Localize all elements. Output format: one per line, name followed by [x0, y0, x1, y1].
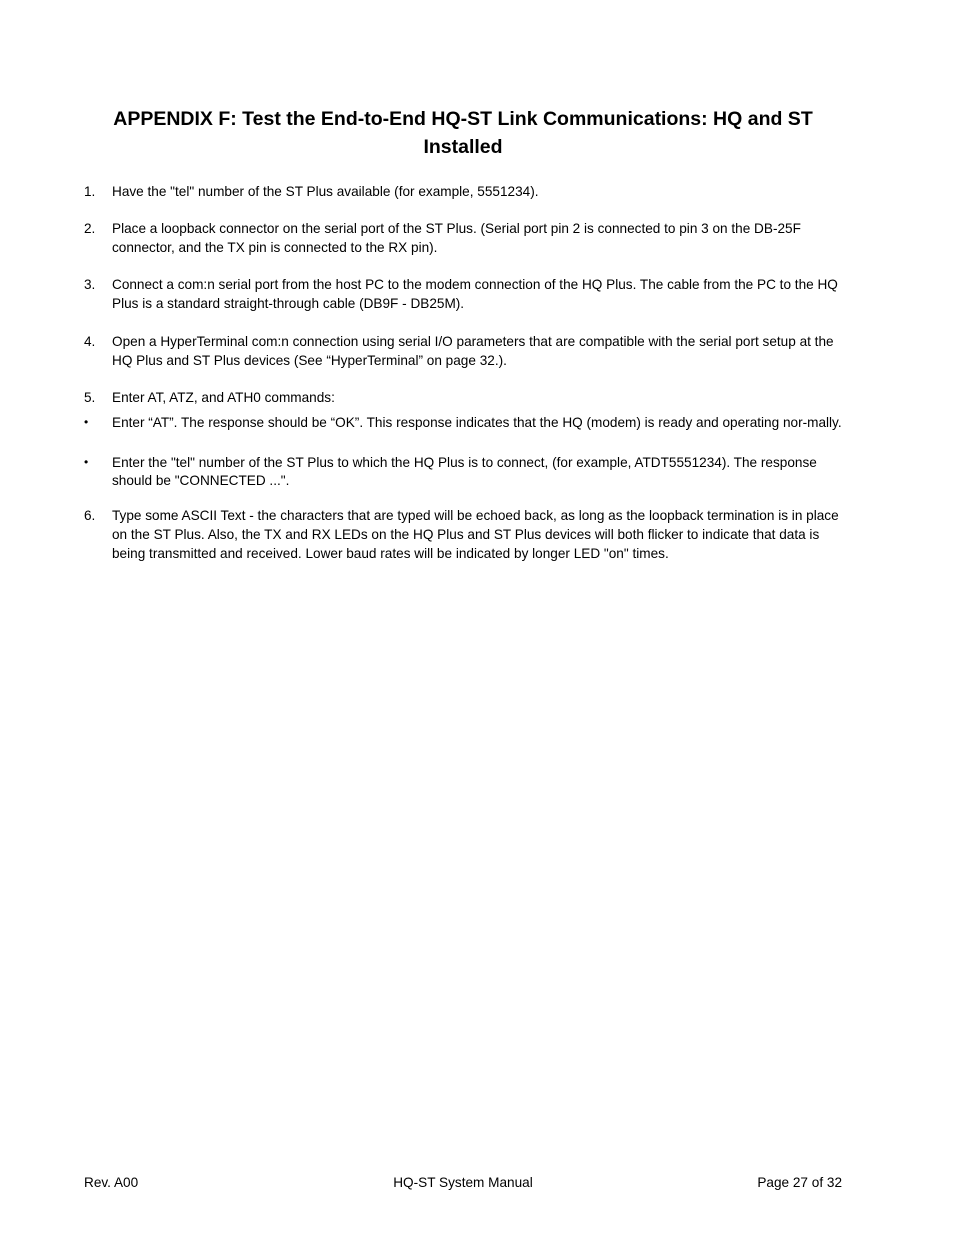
step-item-4 — [84, 332, 842, 370]
bullet-item-2 — [84, 454, 842, 489]
step-text: Place a loopback connector on the serial port of the ST Plus. (Serial port pin 2 is connected to pin 3 on the DB-25F connector, and the TX pin is connected to the RX pin). — [112, 221, 801, 255]
step-text: Enter AT, ATZ, and ATH0 commands: — [112, 390, 335, 405]
step-number: 1. — [84, 184, 96, 199]
step-number: 3. — [84, 277, 96, 292]
step-number: 2. — [84, 221, 96, 236]
step-text: Connect a com:n serial port from the host PC to the modem connection of the HQ Plus. The cable from the PC to the HQ Plus is a standard straight-through cable (DB9F - DB25M). — [112, 277, 838, 311]
step-text: Open a HyperTerminal com:n connection using serial I/O parameters that are compatible with the serial port setup at the HQ Plus and ST Plus devices (See “HyperTerminal” on page 32.). — [112, 334, 834, 368]
step-number: 4. — [84, 334, 96, 349]
step-text: Have the "tel" number of the ST Plus available (for example, 5551234). — [112, 184, 539, 199]
bullet-marker: • — [84, 415, 89, 429]
step-number: 6. — [84, 508, 96, 523]
bullet-item-1 — [84, 414, 842, 432]
step-text: Type some ASCII Text - the characters that are typed will be echoed back, as long as the loopback termination is in place on the ST Plus. Also, the TX and RX LEDs on the HQ Plus and ST Plus devices will both flicker to indicate that data is being transmitted and received. Lower baud rates will be indicated by longer LED "on" times. — [112, 508, 839, 561]
step-item-3 — [84, 275, 842, 313]
step-item-2 — [84, 219, 842, 257]
step-item-5 — [84, 388, 842, 407]
bullet-marker: • — [84, 455, 89, 469]
footer-manual-title: HQ-ST System Manual — [393, 1175, 533, 1190]
bullet-text: Enter the "tel" number of the ST Plus to which the HQ Plus is to connect, (for example, ATDT5551234). The response should be "CONNECTED ...". — [112, 455, 817, 488]
page-title: APPENDIX F: Test the End-to-End HQ-ST Link Communications: HQ and ST Installed — [113, 108, 813, 158]
step-number: 5. — [84, 390, 96, 405]
bullet-text: Enter “AT”. The response should be “OK”. This response indicates that the HQ (modem) is ready and operating nor-mally. — [112, 415, 842, 430]
step-item-6 — [84, 506, 842, 563]
page-footer — [84, 1173, 842, 1193]
footer-page-number: Page 27 of 32 — [757, 1175, 842, 1190]
step-item-1 — [84, 182, 842, 201]
footer-revision: Rev. A00 — [84, 1175, 139, 1190]
